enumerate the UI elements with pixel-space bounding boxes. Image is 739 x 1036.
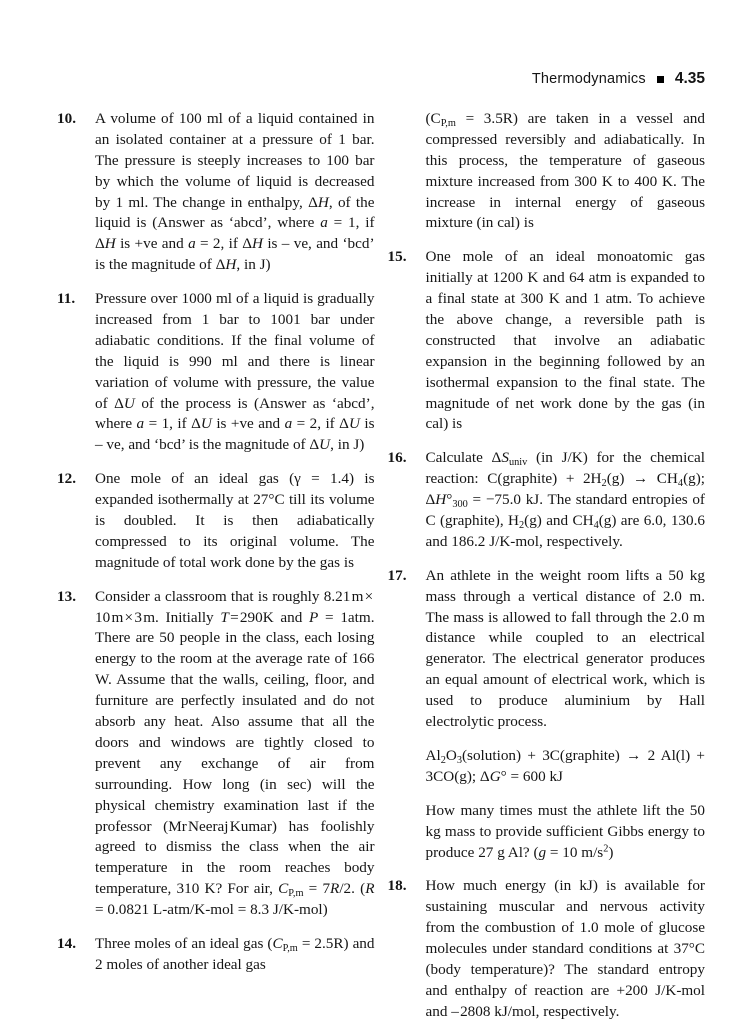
problem-text: $Al_2O_3(solution)$ + 3C(graphite) → 2 Al(l) + 3CO(g); ΔG° = 600 kJ	[425, 746, 705, 785]
problem-text: A volume of 100 ml of a liquid contained in an isolated container at a pressure of 1 bar. The pressure is steeply increases to 100 bar by which the volume of liquid is decreased by 1 ml. The change in enthalpy, ΔH, of the liquid is (Answer as ‘abcd’, where a = 1, if ΔH is +ve and a = 2, if ΔH is – ve, and ‘bcd’ is the magnitude of ΔH, in J)	[95, 110, 375, 274]
problem-number: 14.	[57, 934, 76, 952]
problem-item	[388, 746, 706, 788]
problem-number: 17.	[387, 566, 407, 584]
two-column-layout	[57, 109, 705, 1036]
problem-text: $(C_{P,m} = 3.5R)$ are taken in a vessel and compressed reversibly and adiabatically. In this process, the temperature of gaseous mixture increased from 300 K to 400 K. The increase in internal energy of gaseous mixture (in cal) is	[425, 110, 705, 232]
problem-item	[57, 289, 375, 456]
problem-item	[57, 469, 375, 573]
problem-number: 16.	[387, 449, 407, 467]
problems-left-column	[57, 109, 375, 1036]
problem-number: 18.	[387, 877, 407, 895]
problem-item	[388, 247, 706, 435]
problem-item	[388, 109, 706, 234]
problem-number	[388, 746, 426, 788]
problem-number	[388, 801, 426, 864]
problem-item	[388, 448, 706, 552]
problem-text: One mole of an ideal gas (γ = 1.4) is expanded isothermally at 27°C till its volume is doubled. It is then adiabatically compressed to its original volume. The magnitude of total work done by the gas is	[95, 470, 375, 571]
problem-text: Calculate $\Delta S_{univ}$ (in J/K) for the chemical reaction: C(graphite) + $2H_2(g) \to CH_4(g)$; $\Delta H^\circ_{300} = -75.0$ kJ. The standard entropies of C (graphite), $H_2(g)$ and $CH_4(g)$ are 6.0, 130.6 and 186.2 J/K-mol, respectively.	[425, 449, 705, 550]
problem-text: How many times must the athlete lift the 50 kg mass to provide sufficient Gibbs energy to produce 27 g Al? (g = 10 $m/s^2$)	[425, 801, 705, 861]
problem-item	[57, 109, 375, 276]
problem-item	[57, 587, 375, 921]
problem-number: 10.	[57, 110, 76, 127]
problem-text: Three moles of an ideal gas $(C_{P,m} = 2.5R)$ and 2 moles of another ideal gas	[95, 934, 375, 973]
problem-number: 15.	[387, 248, 407, 266]
problem-number	[388, 109, 426, 234]
problem-text: One mole of an ideal monoatomic gas initially at 1200 K and 64 atm is expanded to a final state at 300 K and 1 atm. To achieve the above change, a reversible path is constructed that involve an adiabatic expansion in the beginning followed by an isothermal expansion to the final state. The magnitude of net work done by the gas (in cal) is	[425, 248, 705, 433]
problem-text: Pressure over 1000 ml of a liquid is gradually increased from 1 bar to 1001 bar under adiabatic conditions. If the final volume of the liquid is 990 ml and there is linear variation of volume with pressure, the value of ΔU of the process is (Answer as ‘abcd’, where a = 1, if ΔU is +ve and a = 2, if ΔU is – ve, and ‘bcd’ is the magnitude of ΔU, in J)	[95, 290, 375, 454]
problem-number: 12.	[57, 470, 76, 488]
page-header	[57, 70, 705, 88]
problem-item	[388, 801, 706, 864]
separator-square-icon	[657, 76, 664, 83]
problem-number: 11.	[57, 290, 76, 308]
problems-right-column	[388, 109, 706, 1036]
page-number: 4.35	[674, 70, 705, 87]
chapter-title: Thermodynamics	[531, 71, 646, 87]
problem-text: How much energy (in kJ) is available for sustaining muscular and nervous activity from the combustion of 1.0 mole of glucose molecules under standard conditions at 37°C (body temperature)? The standard entropy and enthalpy of reaction are +200 J/K-mol and – 2808 kJ/mol, respectively.	[425, 877, 705, 1020]
problem-text: Consider a classroom that is roughly 8.21 m × 10 m × 3 m. Initially T = 290K and P = 1atm. There are 50 people in the class, each losing energy to the room at the average rate of 166 W. Assume that the walls, ceiling, floor, and furniture are perfectly insulated and do not absorb any heat. Also assume that all the doors and windows are tightly closed to prevent any exchange of air from surrounding. How long (in sec) will the physical chemistry examination last if the professor (Mr Neeraj Kumar) has foolishly agreed to dismiss the class when the air temperature in the room reaches body temperature, 310 K? For air, $C_{P,m} = 7R/2$. (R = 0.0821 L-atm/K-mol = 8.3 J/K-mol)	[95, 587, 375, 919]
problem-text: An athlete in the weight room lifts a 50 kg mass through a vertical distance of 2.0 m. The mass is allowed to fall through the 2.0 m distance while coupled to an electrical generator. The electrical generator produces an equal amount of electrical work, which is used to produce aluminium by Hall electrolytic process.	[425, 566, 705, 731]
problem-item	[388, 876, 706, 1022]
problem-number: 13.	[57, 587, 76, 605]
problem-item	[388, 566, 706, 733]
problem-item	[57, 934, 375, 976]
